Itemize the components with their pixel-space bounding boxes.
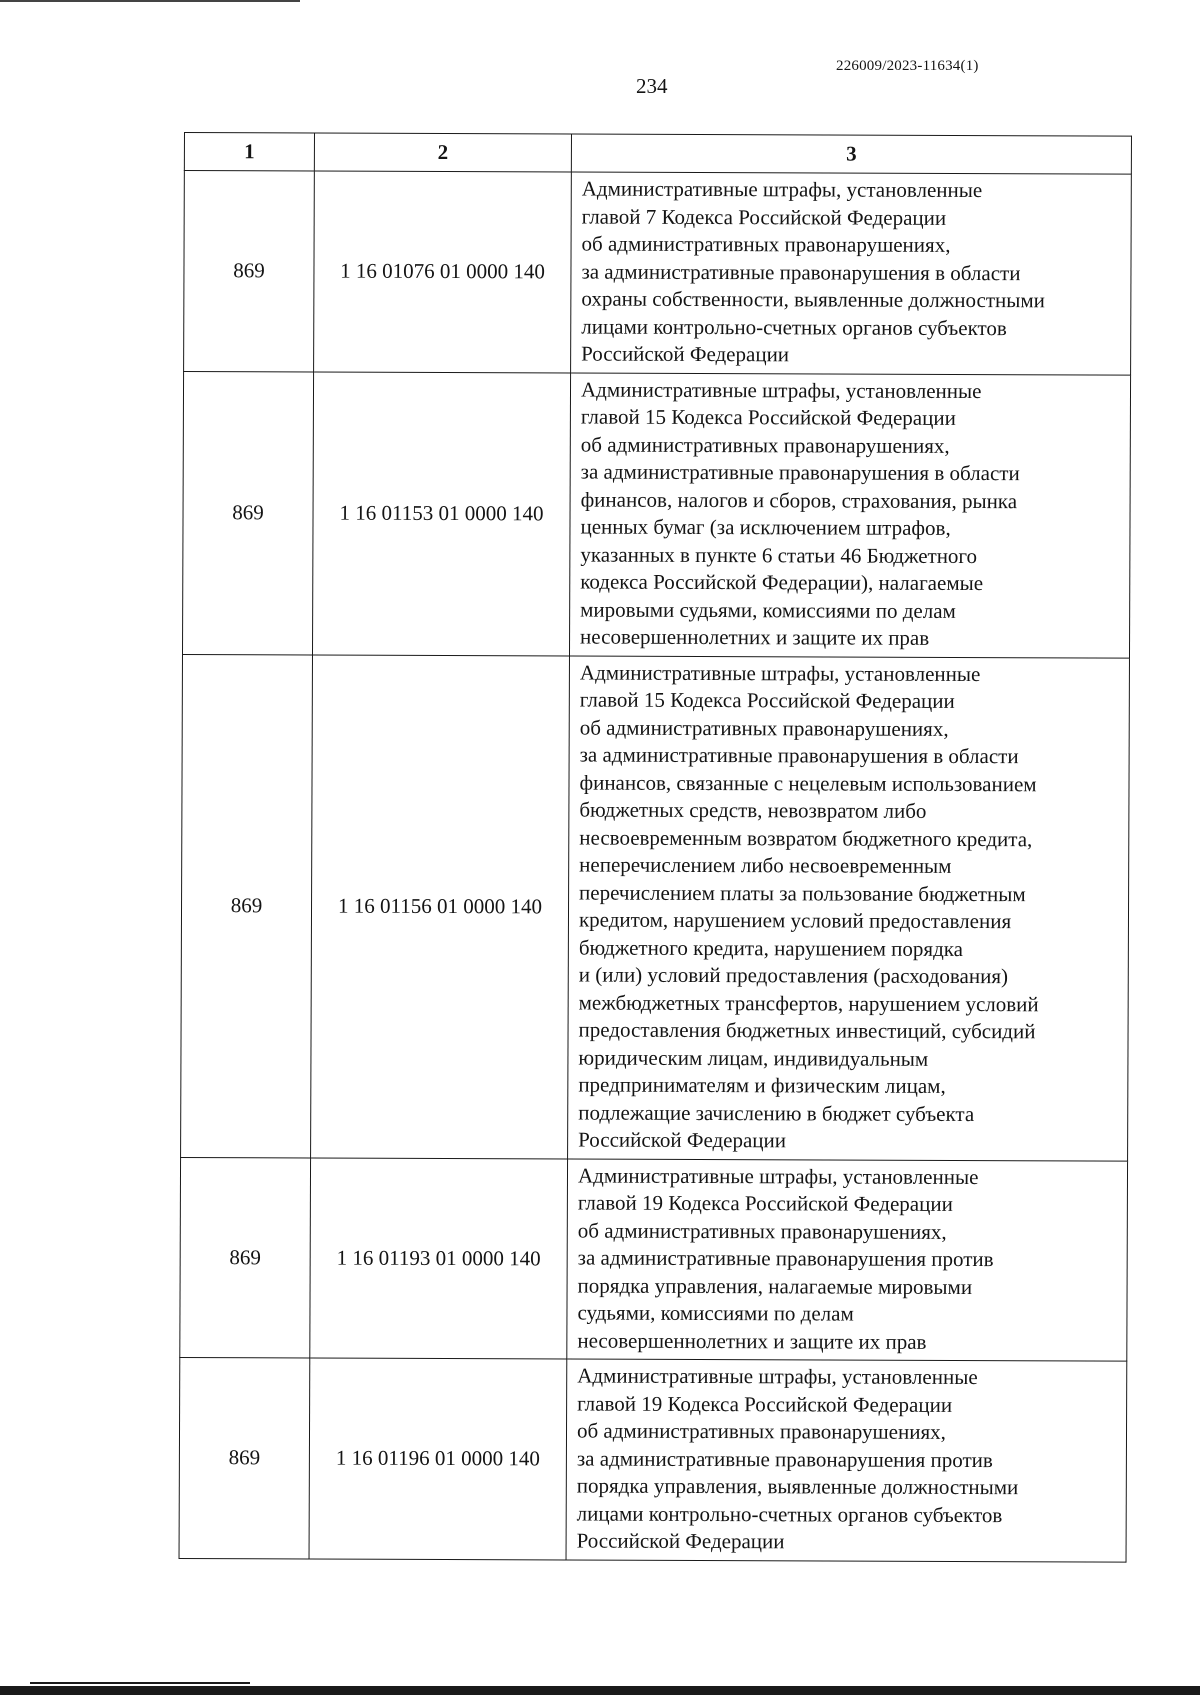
table-row [179, 1357, 1127, 1561]
budget-classification-code: 1 16 01196 01 0000 140 [309, 1358, 567, 1559]
column-header-3: 3 [571, 134, 1131, 174]
column-header-2: 2 [314, 133, 571, 172]
table-row [181, 654, 1130, 1161]
scan-bottom-edge [0, 1686, 1200, 1695]
revenue-description: Административные штрафы, установленные главой 19 Кодекса Российской Федерации об административных правонарушениях, за административные правонарушения против порядка управления, налагаемые мировыми судьями, комиссиями по делам несовершеннолетних и защите их прав [567, 1158, 1128, 1361]
administrator-code: 869 [180, 1157, 311, 1358]
administrator-code: 869 [179, 1357, 310, 1558]
budget-classification-code: 1 16 01153 01 0000 140 [312, 371, 570, 655]
revenue-description: Административные штрафы, установленные главой 15 Кодекса Российской Федерации об административных правонарушениях, за административные правонарушения в области финансов, налогов и сборов, страхования, рынка ценных бумаг (за исключением штрафов, указанных в пункте 6 статьи 46 Бюджетного кодекса Российской Федерации), налагаемые мировыми судьями, комиссиями по делам несовершеннолетних и защите их прав [569, 372, 1130, 657]
budget-classification-code: 1 16 01076 01 0000 140 [314, 171, 572, 372]
administrator-code: 869 [182, 371, 313, 654]
table-row [180, 1157, 1128, 1361]
revenue-description: Административные штрафы, установленные главой 7 Кодекса Российской Федерации об административных правонарушениях, за административные правонарушения в области охраны собственности, выявленные должностными лицами контрольно-счетных органов субъектов Российской Федерации [571, 172, 1132, 375]
table-row [184, 171, 1132, 375]
page-number: 234 [636, 74, 668, 98]
budget-classification-code: 1 16 01193 01 0000 140 [310, 1157, 568, 1358]
document-id: 226009/2023-11634(1) [836, 58, 979, 74]
column-header-1: 1 [184, 133, 314, 171]
budget-classification-code: 1 16 01156 01 0000 140 [311, 654, 570, 1158]
revenue-description: Административные штрафы, установленные главой 15 Кодекса Российской Федерации об административных правонарушениях, за административные правонарушения в области финансов, связанные с нецелевым использованием бюджетных средств, невозвратом либо несвоевременным возвратом бюджетного кредита, неперечислением либо несвоевременным перечислением платы за пользование бюджетным кредитом, нарушением условий предоставления бюджетного кредита, нарушением порядка и (или) условий предоставления (расходования) межбюджетных трансфертов, нарушением условий предоставления бюджетных инвестиций, субсидий юридическим лицам, индивидуальным предпринимателям и физическим лицам, подлежащие зачислению в бюджет субъекта Российской Федерации [568, 655, 1130, 1160]
revenue-description: Административные штрафы, установленные главой 19 Кодекса Российской Федерации об административных правонарушениях, за административные правонарушения против порядка управления, выявленные должностными лицами контрольно-счетных органов субъектов Российской Федерации [566, 1359, 1127, 1562]
table-row [182, 371, 1130, 658]
scan-top-rule [0, 0, 300, 2]
budget-codes-table [179, 132, 1131, 1562]
scan-bottom-tick [30, 1682, 250, 1684]
administrator-code: 869 [181, 654, 313, 1157]
table-header-row [184, 133, 1131, 175]
administrator-code: 869 [184, 171, 315, 372]
